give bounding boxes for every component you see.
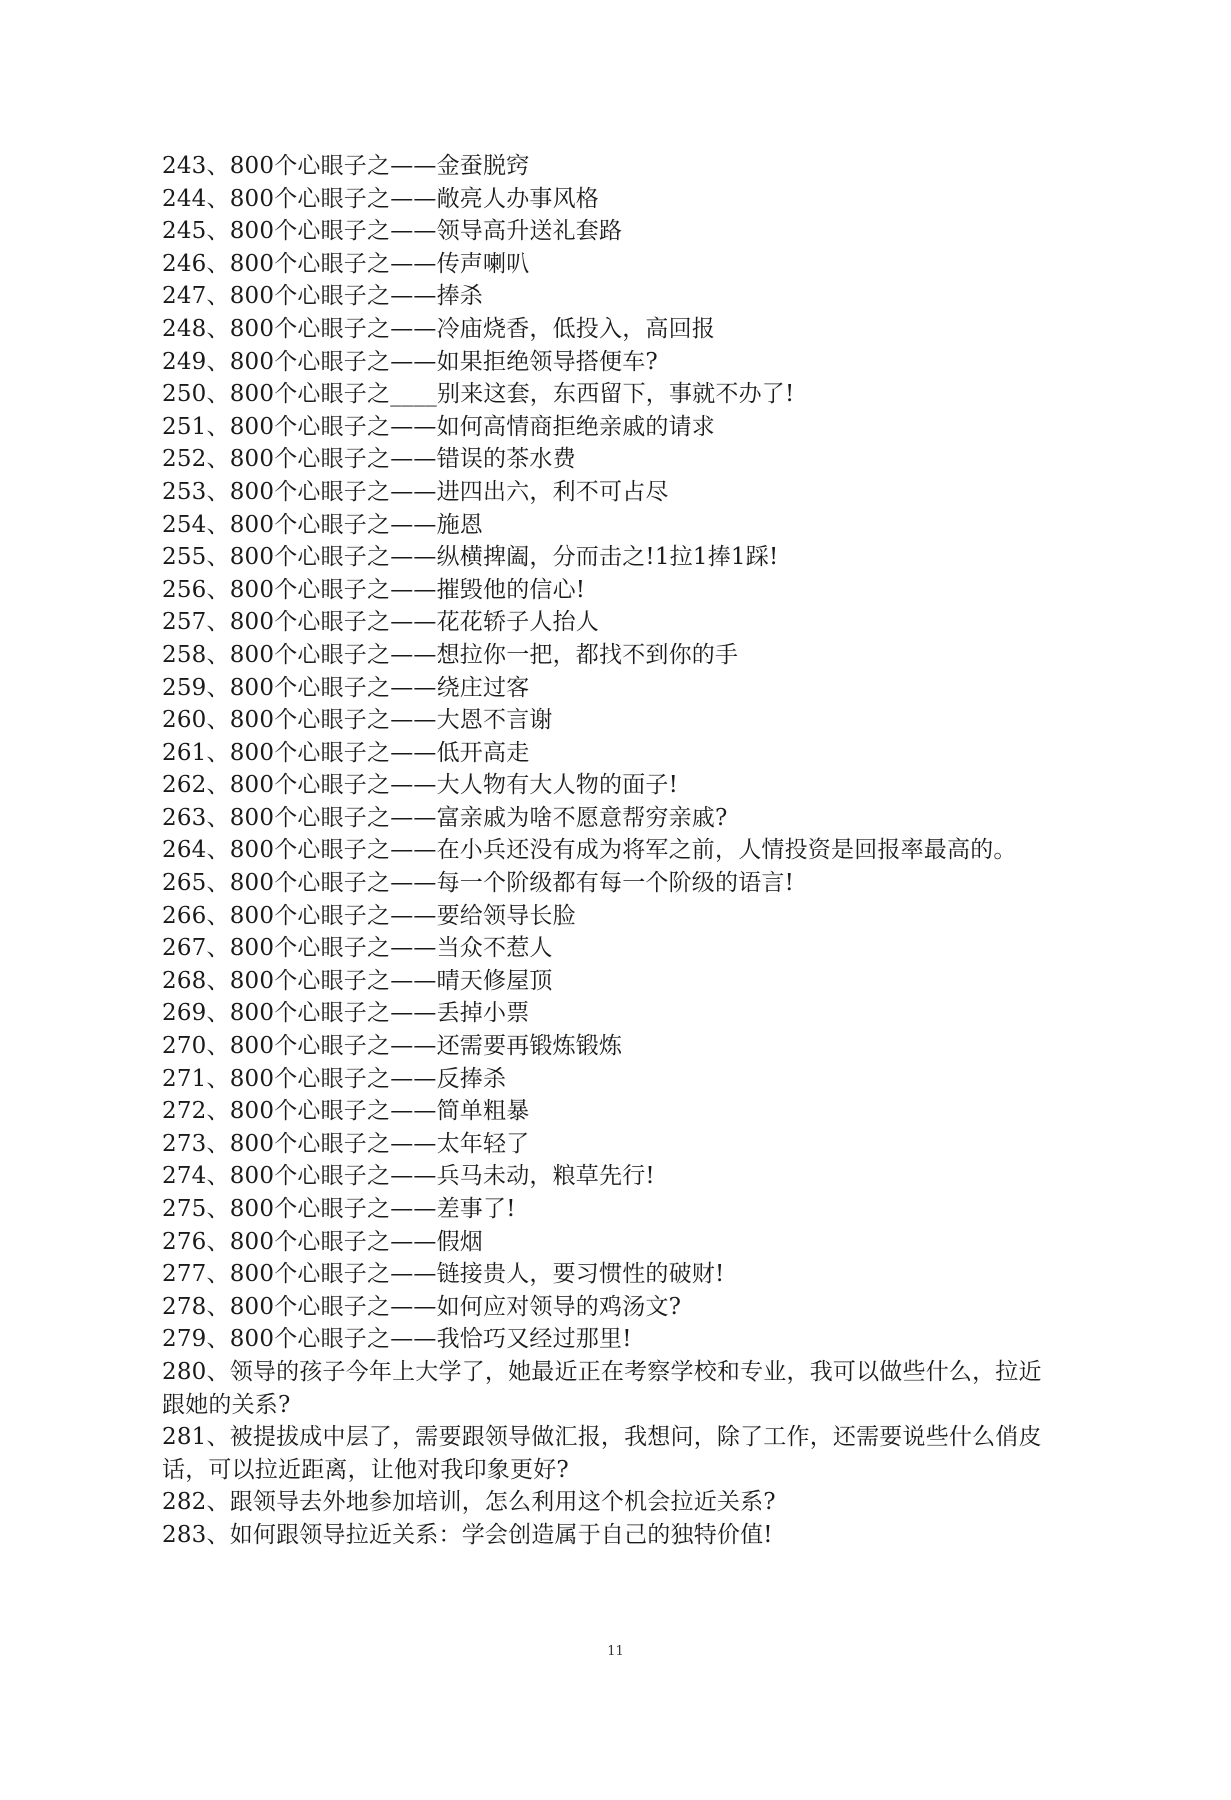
text-line: 265、800个心眼子之——每一个阶级都有每一个阶级的语言! (162, 870, 795, 897)
text-line: 255、800个心眼子之——纵横捭阖，分而击之!1拉1捧1踩! (162, 544, 779, 571)
text-line: 278、800个心眼子之——如何应对领导的鸡汤文? (162, 1293, 682, 1320)
text-line: 267、800个心眼子之——当众不惹人 (162, 935, 553, 962)
text-line: 276、800个心眼子之——假烟 (162, 1228, 483, 1255)
text-line: 247、800个心眼子之——捧杀 (162, 283, 483, 310)
text-line: 245、800个心眼子之——领导高升送礼套路 (162, 218, 623, 245)
text-line: 274、800个心眼子之——兵马未动，粮草先行! (162, 1163, 655, 1190)
text-line: 262、800个心眼子之——大人物有大人物的面子! (162, 772, 679, 799)
text-line: 269、800个心眼子之——丢掉小票 (162, 1000, 530, 1027)
text-line: 244、800个心眼子之——敞亮人办事风格 (162, 185, 599, 212)
text-line: 281、被提拔成中层了，需要跟领导做汇报，我想问，除了工作，还需要说些什么俏皮话，可以拉近距离，让他对我印象更好? (162, 1424, 1042, 1483)
text-line: 283、如何跟领导拉近关系：学会创造属于自己的独特价值! (162, 1521, 773, 1548)
text-line: 282、跟领导去外地参加培训，怎么利用这个机会拉近关系? (162, 1489, 776, 1516)
text-line: 254、800个心眼子之——施恩 (162, 511, 483, 538)
text-line: 252、800个心眼子之——错误的茶水费 (162, 446, 576, 473)
text-line: 271、800个心眼子之——反捧杀 (162, 1065, 507, 1092)
text-line: 263、800个心眼子之——富亲戚为啥不愿意帮穷亲戚? (162, 804, 728, 831)
text-line: 249、800个心眼子之——如果拒绝领导搭便车? (162, 348, 658, 375)
text-line: 246、800个心眼子之——传声喇叭 (162, 250, 530, 277)
text-line: 259、800个心眼子之——绕庄过客 (162, 674, 530, 701)
text-line: 275、800个心眼子之——差事了! (162, 1196, 516, 1222)
text-line: 260、800个心眼子之——大恩不言谢 (162, 707, 553, 734)
text-line: 251、800个心眼子之——如何高情商拒绝亲戚的请求 (162, 413, 715, 440)
text-line: 253、800个心眼子之——进四出六，利不可占尽 (162, 478, 669, 505)
text-line: 266、800个心眼子之——要给领导长脸 (162, 902, 576, 929)
text-line: 258、800个心眼子之——想拉你一把，都找不到你的手 (162, 641, 739, 668)
document-body (162, 150, 1042, 1552)
text-line: 277、800个心眼子之——链接贵人，要习惯性的破财! (162, 1261, 725, 1288)
text-line: 261、800个心眼子之——低开高走 (162, 739, 530, 766)
text-line: 248、800个心眼子之——冷庙烧香，低投入，高回报 (162, 315, 715, 342)
text-line: 272、800个心眼子之——简单粗暴 (162, 1098, 530, 1125)
text-line: 257、800个心眼子之——花花轿子人抬人 (162, 609, 599, 636)
text-line: 273、800个心眼子之——太年轻了 (162, 1130, 530, 1157)
text-line: 268、800个心眼子之——晴天修屋顶 (162, 967, 553, 994)
text-line: 256、800个心眼子之——摧毁他的信心! (162, 576, 586, 603)
text-line: 243、800个心眼子之——金蚕脱窍 (162, 153, 530, 179)
page-number: 11 (607, 1644, 624, 1659)
text-line: 279、800个心眼子之——我恰巧又经过那里! (162, 1326, 632, 1353)
text-line: 270、800个心眼子之——还需要再锻炼锻炼 (162, 1033, 623, 1060)
text-line: 280、领导的孩子今年上大学了，她最近正在考察学校和专业，我可以做些什么，拉近跟她的关系? (162, 1358, 1042, 1418)
text-line: 264、800个心眼子之——在小兵还没有成为将军之前，人情投资是回报率最高的。 (162, 837, 1017, 864)
text-line: 250、800个心眼子之____别来这套，东西留下，事就不办了! (162, 381, 795, 408)
